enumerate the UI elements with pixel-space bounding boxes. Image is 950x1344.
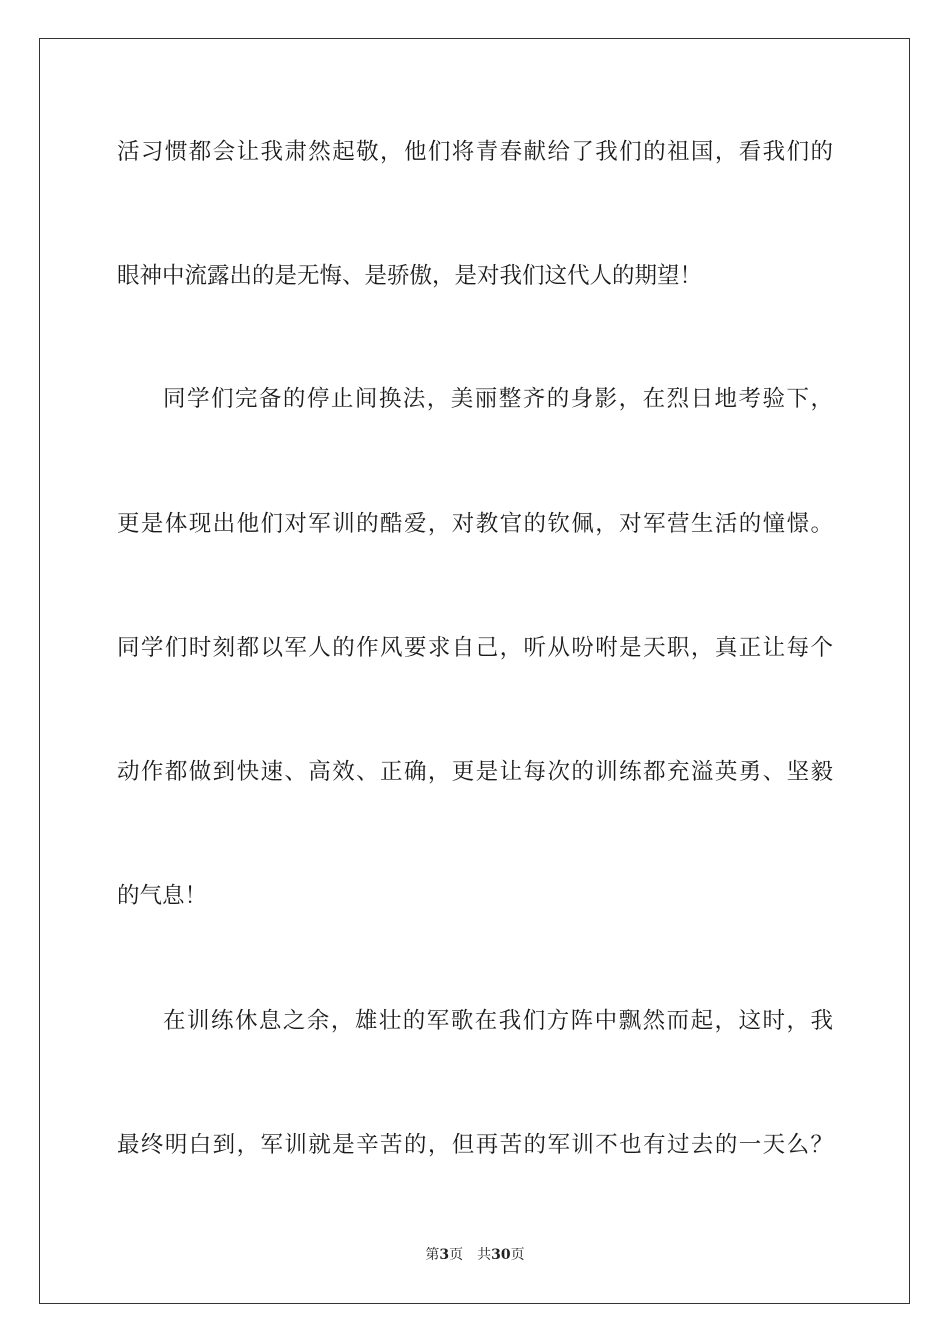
- total-suffix: 页: [510, 1247, 525, 1263]
- total-pages: 30: [491, 1247, 511, 1263]
- text-line: 眼神中流露出的是无悔、是骄傲，是对我们这代人的期望！: [117, 263, 703, 289]
- text-line: 更是体现出他们对军训的酷爱，对教官的钦佩，对军营生活的憧憬。: [117, 511, 833, 537]
- text-line: 最终明白到，军训就是辛苦的，但再苦的军训不也有过去的一天么？: [117, 1132, 833, 1158]
- page-suffix: 页: [449, 1247, 464, 1263]
- text-line: 活习惯都会让我肃然起敬，他们将青春献给了我们的祖国，看我们的: [117, 139, 833, 165]
- text-line: 同学们时刻都以军人的作风要求自己，听从吩咐是天职，真正让每个: [117, 635, 833, 661]
- total-prefix: 共: [477, 1247, 492, 1263]
- text-line: 动作都做到快速、高效、正确，更是让每次的训练都充溢英勇、坚毅: [117, 759, 833, 785]
- paragraph-start-line: 在训练休息之余，雄壮的军歌在我们方阵中飘然而起，这时，我: [163, 1008, 833, 1034]
- paragraph-start-line: 同学们完备的停止间换法，美丽整齐的身影，在烈日地考验下，: [163, 386, 833, 412]
- page-border: [39, 38, 910, 1304]
- text-line: 的气息！: [117, 883, 208, 909]
- page-footer: [0, 1246, 950, 1264]
- page-number: 3: [439, 1247, 450, 1263]
- page-prefix: 第: [425, 1247, 440, 1263]
